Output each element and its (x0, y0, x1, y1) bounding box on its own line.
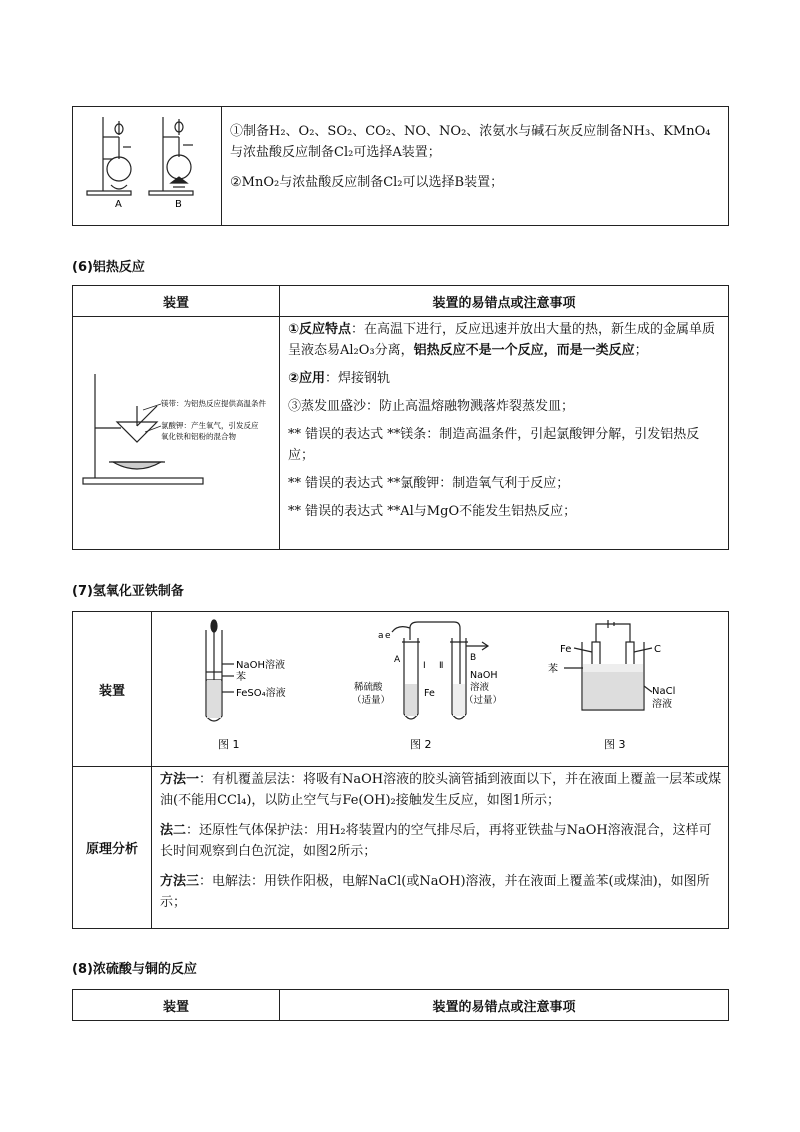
note-chlorate: ** 错误的表达式 **氯酸钾：制造氧气利于反应； (288, 476, 570, 491)
svg-text:C: C (654, 644, 661, 655)
method-3: 方法三：电解法：用铁作阳极，电解NaCl(或NaOH)溶液，并在液面上覆盖苯(或煤油)，如图所示； (160, 874, 710, 910)
figure-1 (206, 620, 286, 751)
svg-text:NaCl: NaCl (652, 686, 676, 697)
thermite-apparatus-figure (73, 366, 279, 496)
svg-text:稀硫酸: 稀硫酸 (354, 682, 383, 693)
figure-1-caption: 图 1 (218, 738, 240, 751)
header-notes: 装置的易错点或注意事项 (280, 286, 729, 317)
note-reaction-features: ①反应特点：在高温下进行，反应迅速并放出大量的热，新生成的金属单质呈液态易Al₂O₃分离，铝热反应不是一个反应，而是一类反应； (288, 322, 716, 358)
header-notes-8: 装置的易错点或注意事项 (280, 990, 729, 1021)
svg-text:a: a (378, 631, 384, 641)
label-magnesium-ribbon: 镁带：为铝热反应提供高温条件 (161, 399, 266, 408)
svg-text:苯: 苯 (236, 672, 246, 683)
figure-2 (352, 622, 502, 751)
svg-text:A: A (394, 655, 401, 665)
apparatus-table-top (72, 106, 729, 226)
note-al-mgo: ** 错误的表达式 **Al与MgO不能发生铝热反应； (288, 504, 577, 519)
label-potassium-chlorate: 氯酸钾：产生氧气，引发反应 (161, 421, 259, 430)
apparatus-figure-cell (73, 107, 222, 226)
ferrous-figures-cell (152, 612, 729, 767)
apparatus-notes-cell (222, 107, 729, 226)
svg-text:NaOH: NaOH (470, 670, 498, 681)
svg-text:Fe: Fe (424, 688, 435, 699)
label-mixture: 氧化铁和铝粉的混合物 (161, 432, 236, 441)
svg-text:（适量）: （适量） (352, 695, 391, 706)
note-apparatus-A: ①制备H₂、O₂、SO₂、CO₂、NO、NO₂、浓氨水与碱石灰反应制备NH₃、KMnO₄与浓盐酸反应制备Cl₂可选择A装置； (230, 124, 711, 160)
svg-text:Ⅰ: Ⅰ (423, 661, 426, 671)
figure-3 (548, 620, 675, 751)
note-application: ②应用：焊接钢轨 (288, 371, 391, 386)
section-7-title: (7)氢氧化亚铁制备 (72, 584, 184, 599)
svg-text:溶液: 溶液 (652, 699, 672, 710)
label-B: B (175, 199, 182, 210)
row-label-principle: 原理分析 (73, 767, 152, 929)
svg-text:苯: 苯 (548, 664, 558, 675)
svg-text:（过量）: （过量） (464, 695, 503, 706)
thermite-notes-cell (280, 317, 729, 550)
ferrous-hydroxide-table (72, 611, 729, 929)
principle-analysis-cell (152, 767, 729, 929)
note-sand-dish: ③蒸发皿盛沙：防止高温熔融物溅落炸裂蒸发皿； (288, 399, 575, 414)
svg-text:NaOH溶液: NaOH溶液 (236, 660, 285, 671)
figure-2-caption: 图 2 (410, 738, 432, 751)
note-magnesium: ** 错误的表达式 **镁条：制造高温条件，引起氯酸钾分解，引发铝热反应； (288, 427, 700, 463)
thermite-table (72, 285, 729, 550)
method-1: 方法一：有机覆盖层法：将吸有NaOH溶液的胶头滴管插到液面以下，并在液面上覆盖一层苯或煤油(不能用CCl₄)，以防止空气与Fe(OH)₂接触发生反应，如图1所示； (160, 772, 722, 808)
header-apparatus-8: 装置 (73, 990, 280, 1021)
svg-text:B: B (470, 653, 477, 663)
label-A: A (115, 199, 122, 210)
section-6-title: (6)铝热反应 (72, 260, 145, 275)
header-apparatus: 装置 (73, 286, 280, 317)
method-2: 法二：还原性气体保护法：用H₂将装置内的空气排尽后，再将亚铁盐与NaOH溶液混合，这样可长时间观察到白色沉淀，如图2所示； (160, 823, 712, 859)
gas-generation-apparatus-figure (73, 107, 221, 221)
thermite-figure-cell (73, 317, 280, 550)
ferrous-hydroxide-figures (152, 612, 728, 762)
figure-3-caption: 图 3 (604, 738, 626, 751)
svg-text:Fe: Fe (560, 644, 572, 655)
svg-text:e: e (385, 631, 391, 641)
note-apparatus-B: ②MnO₂与浓盐酸反应制备Cl₂可以选择B装置； (230, 175, 504, 190)
svg-text:FeSO₄溶液: FeSO₄溶液 (236, 688, 286, 699)
row-label-apparatus: 装置 (73, 612, 152, 767)
svg-text:溶液: 溶液 (470, 682, 490, 693)
section-8-title: (8)浓硫酸与铜的反应 (72, 962, 197, 977)
svg-text:Ⅱ: Ⅱ (439, 661, 444, 671)
copper-sulfuric-table (72, 989, 729, 1021)
